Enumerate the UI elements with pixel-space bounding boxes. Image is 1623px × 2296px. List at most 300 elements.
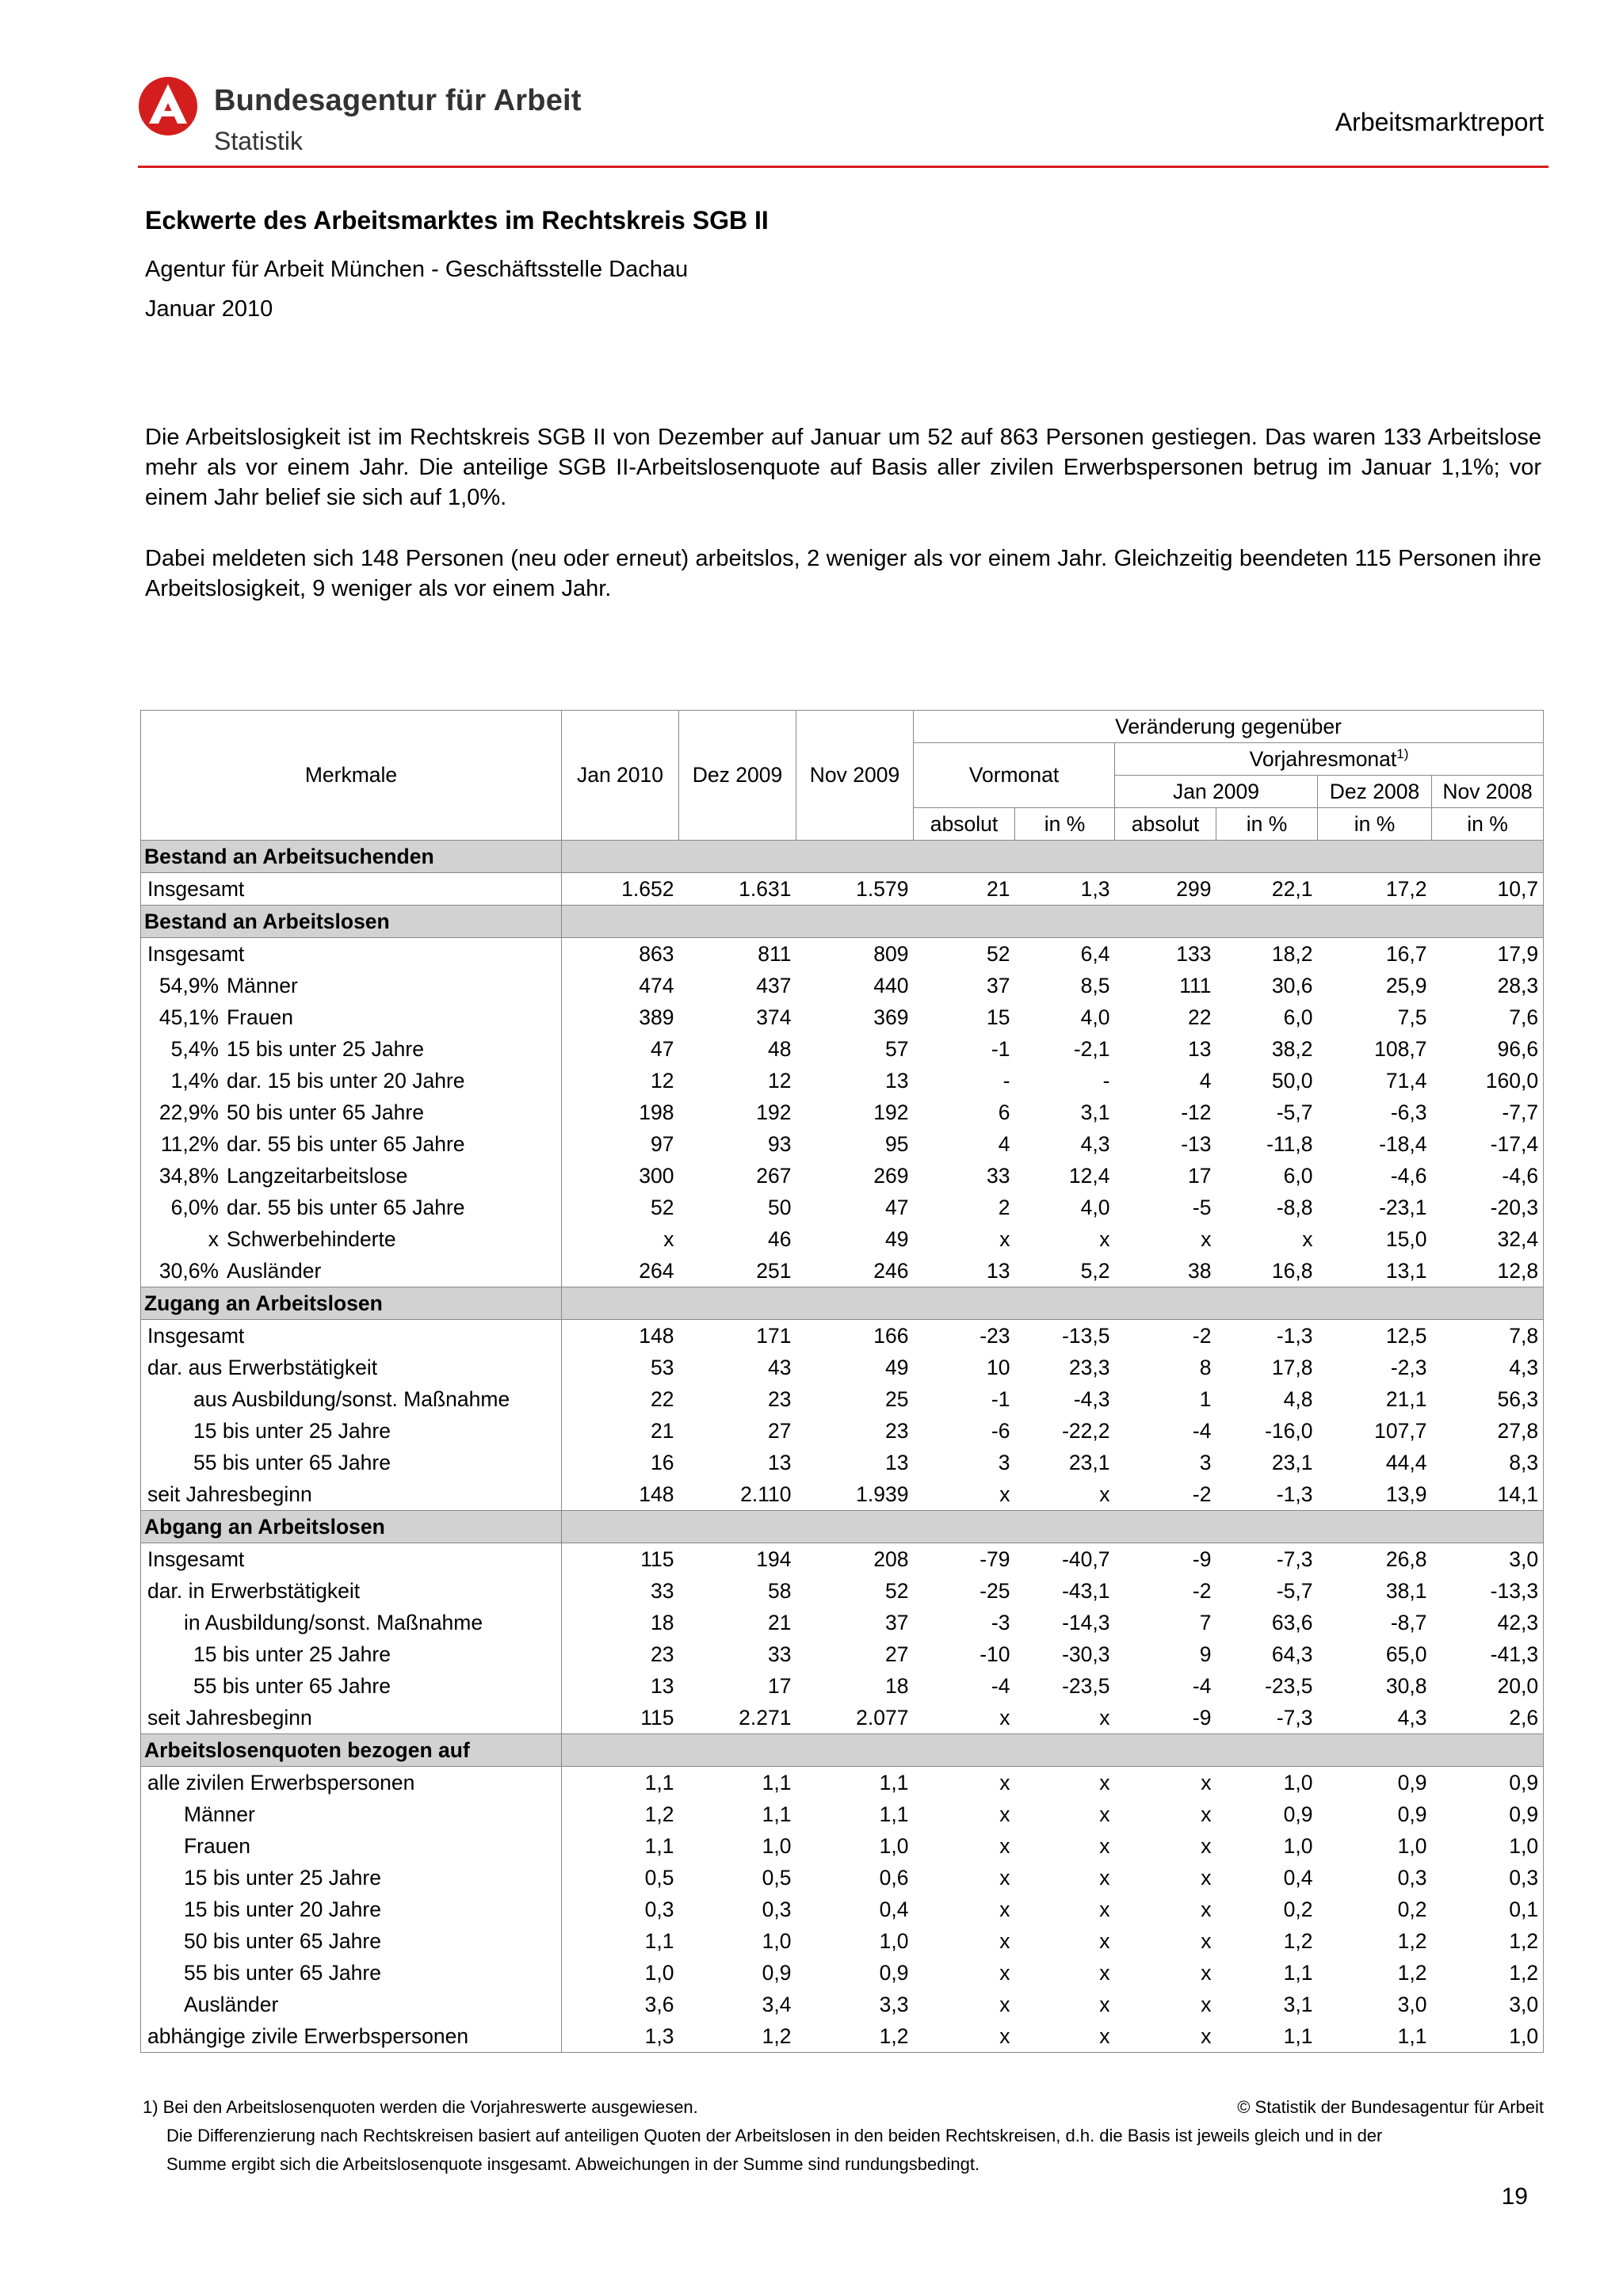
table-cell: -5,7	[1276, 1578, 1313, 1603]
row-label-text: 15 bis unter 25 Jahre	[193, 1642, 391, 1666]
table-row	[141, 1767, 1544, 1799]
table-cell: 0,4	[879, 1897, 909, 1921]
table-cell: x	[1099, 1226, 1110, 1251]
table-cell: -11,8	[1266, 1131, 1313, 1156]
table-cell: 1,3	[1080, 876, 1110, 901]
table-cell: 0,5	[644, 1865, 674, 1890]
table-cell: 33	[768, 1642, 792, 1666]
table-cell: 3,0	[1432, 1543, 1544, 1576]
table-cell: 374	[756, 1005, 792, 1029]
table-row	[141, 1638, 1544, 1670]
table-cell: 13	[1188, 1036, 1212, 1061]
table-cell: 49	[885, 1226, 909, 1251]
table-cell: -23,5	[1265, 1673, 1313, 1698]
section-fill	[562, 1511, 1544, 1543]
table-cell: 38,2	[1271, 1036, 1313, 1061]
table-cell: 38,1	[1385, 1578, 1427, 1603]
table-cell: 9	[1199, 1642, 1212, 1666]
table-cell: x	[999, 1833, 1010, 1858]
table-cell: x	[1099, 1705, 1110, 1730]
row-label-text: Männer	[184, 1802, 255, 1826]
table-cell: x	[999, 1226, 1010, 1251]
table-cell: 3,1	[1080, 1100, 1110, 1124]
row-label-text: 55 bis unter 65 Jahre	[184, 1960, 381, 1985]
table-cell: 12	[768, 1068, 792, 1093]
table-cell: 4,3	[1080, 1131, 1110, 1156]
table-cell: -2	[1192, 1578, 1212, 1603]
table-cell: 21	[987, 876, 1010, 901]
row-label	[141, 1767, 562, 1799]
section-title: Bestand an Arbeitsuchenden	[141, 841, 562, 873]
table-row	[141, 1702, 1544, 1734]
subtitle-agency: Agentur für Arbeit München - Geschäftsstelle Dachau	[145, 257, 689, 282]
table-cell: 1,0	[644, 1960, 674, 1985]
table-cell: 2,6	[1432, 1702, 1544, 1734]
table-cell: -17,4	[1432, 1128, 1544, 1160]
table-cell: 13	[651, 1673, 674, 1698]
table-cell: 0,1	[1432, 1894, 1544, 1925]
table-cell: x	[1201, 1897, 1212, 1921]
table-cell: 50,0	[1271, 1068, 1313, 1093]
header-absolut-vormonat: absolut	[914, 808, 1015, 841]
table-cell: 57	[885, 1036, 909, 1061]
table-cell: 1,0	[879, 1833, 909, 1858]
row-label-text: Männer	[227, 973, 298, 997]
table-cell: 0,9	[762, 1960, 792, 1985]
table-cell: 1,0	[1283, 1770, 1313, 1794]
table-cell: 171	[756, 1323, 792, 1348]
header-merkmale: Merkmale	[141, 711, 562, 841]
table-cell: 4,3	[1397, 1705, 1427, 1730]
table-cell: x	[1099, 1482, 1110, 1506]
table-cell: -41,3	[1432, 1638, 1544, 1670]
row-share: 5,4%	[170, 1036, 219, 1061]
table-cell: 26,8	[1385, 1547, 1427, 1571]
row-label-text: Insgesamt	[147, 1547, 245, 1571]
table-cell: -22,2	[1062, 1418, 1110, 1443]
page-number: 19	[1501, 2183, 1528, 2210]
section-title: Abgang an Arbeitslosen	[141, 1511, 562, 1543]
table-row	[141, 1128, 1544, 1160]
table-cell: x	[1099, 1865, 1110, 1890]
table-cell: 148	[639, 1482, 674, 1506]
table-cell: 48	[768, 1036, 792, 1061]
table-cell: 369	[873, 1005, 909, 1029]
table-cell: 1,1	[644, 1833, 674, 1858]
table-cell: x	[1201, 1770, 1212, 1794]
row-label-text: seit Jahresbeginn	[147, 1705, 312, 1730]
table-cell: x	[1099, 1897, 1110, 1921]
footnote-1: 1) Bei den Arbeitslosenquoten werden die Vorjahreswerte ausgewiesen.	[143, 2097, 698, 2117]
section-fill	[562, 841, 1544, 873]
copyright: © Statistik der Bundesagentur für Arbeit	[1237, 2097, 1544, 2117]
table-cell: 12,8	[1432, 1255, 1544, 1287]
row-label-text: dar. 15 bis unter 20 Jahre	[227, 1068, 465, 1093]
row-label-text: dar. 55 bis unter 65 Jahre	[227, 1195, 465, 1219]
table-cell: x	[1201, 1226, 1212, 1251]
table-cell: -6,3	[1390, 1100, 1427, 1124]
table-cell: 37	[987, 973, 1010, 997]
table-cell: 13,9	[1385, 1482, 1427, 1506]
table-cell: 1,1	[644, 1928, 674, 1953]
table-cell: -9	[1192, 1547, 1212, 1571]
table-cell: 1,0	[1432, 1830, 1544, 1862]
table-cell: 8,3	[1432, 1447, 1544, 1478]
table-cell: 13,1	[1385, 1258, 1427, 1283]
table-cell: 21,1	[1385, 1386, 1427, 1411]
table-cell: x	[999, 1865, 1010, 1890]
table-cell: 160,0	[1432, 1065, 1544, 1097]
table-cell: 52	[651, 1195, 674, 1219]
table-cell: 1,1	[879, 1802, 909, 1826]
table-cell: 0,2	[1397, 1897, 1427, 1921]
table-row	[141, 1352, 1544, 1383]
table-cell: x	[1099, 1770, 1110, 1794]
table-row	[141, 1607, 1544, 1638]
table-cell: 1,2	[1397, 1960, 1427, 1985]
table-cell: 1,0	[762, 1928, 792, 1953]
table-cell: 0,5	[762, 1865, 792, 1890]
row-label-text: Ausländer	[184, 1992, 279, 2016]
table-cell: 13	[768, 1450, 792, 1474]
table-cell: 46	[768, 1226, 792, 1251]
table-cell: 8,5	[1080, 973, 1110, 997]
row-label-text: Ausländer	[227, 1258, 322, 1283]
row-label-text: 15 bis unter 25 Jahre	[184, 1865, 381, 1890]
table-cell: 3	[1199, 1450, 1212, 1474]
section-row	[141, 1287, 1544, 1320]
table-cell: 97	[651, 1131, 674, 1156]
table-cell: -8,7	[1390, 1610, 1427, 1634]
table-cell: 1.579	[856, 876, 909, 901]
row-label	[141, 1957, 562, 1989]
footnote-2: Die Differenzierung nach Rechtskreisen basiert auf anteiligen Quoten der Arbeitslosen in den beiden Rechtskreisen, d.h. die Basis ist jeweils gleich und in der	[166, 2126, 1383, 2145]
table-cell: x	[1099, 1802, 1110, 1826]
table-cell: 4,0	[1080, 1005, 1110, 1029]
row-label	[141, 1001, 562, 1033]
table-cell: 65,0	[1385, 1642, 1427, 1666]
table-cell: x	[1015, 2020, 1115, 2053]
table-cell: x	[1099, 1992, 1110, 2016]
table-cell: 0,3	[762, 1897, 792, 1921]
table-cell: -3	[991, 1610, 1010, 1634]
table-cell: 1,2	[1432, 1925, 1544, 1957]
table-row	[141, 1223, 1544, 1255]
table-row	[141, 1033, 1544, 1065]
table-cell: 194	[756, 1547, 792, 1571]
table-cell: 1,1	[1283, 1960, 1313, 1985]
table-cell: -5	[1192, 1195, 1212, 1219]
table-cell: x	[1201, 1928, 1212, 1953]
table-cell: 17,2	[1385, 876, 1427, 901]
table-row	[141, 1957, 1544, 1989]
table-cell: 108,7	[1374, 1036, 1427, 1061]
table-cell: 12,4	[1068, 1163, 1110, 1188]
table-cell: 10,7	[1432, 873, 1544, 906]
table-cell: 1,3	[562, 2020, 679, 2053]
table-cell: x	[999, 1802, 1010, 1826]
table-row	[141, 1192, 1544, 1223]
table-cell: 1,0	[762, 1833, 792, 1858]
table-cell: 23	[651, 1642, 674, 1666]
table-body	[141, 841, 1544, 2053]
row-share: 34,8%	[158, 1163, 219, 1188]
table-cell: 863	[639, 941, 674, 966]
row-label-text: aus Ausbildung/sonst. Maßnahme	[193, 1386, 510, 1411]
row-label	[141, 1255, 562, 1287]
table-cell: 49	[885, 1355, 909, 1379]
table-cell: -2,1	[1073, 1036, 1110, 1061]
row-label	[141, 1128, 562, 1160]
table-cell: 208	[873, 1547, 909, 1571]
table-cell: 474	[639, 973, 674, 997]
table-cell: -7,7	[1432, 1097, 1544, 1128]
table-cell: -40,7	[1062, 1547, 1110, 1571]
table-cell: 0,9	[1397, 1802, 1427, 1826]
table-cell: 71,4	[1385, 1068, 1427, 1093]
row-label-text: alle zivilen Erwerbspersonen	[147, 1770, 415, 1794]
row-label	[141, 1033, 562, 1065]
row-label	[141, 1925, 562, 1957]
header-rule	[138, 166, 1549, 168]
table-cell: 23,1	[1068, 1450, 1110, 1474]
table-row	[141, 1862, 1544, 1894]
row-label	[141, 1894, 562, 1925]
table-cell: 52	[885, 1578, 909, 1603]
table-cell: 0,9	[1432, 1767, 1544, 1799]
table-cell: 1,1	[879, 1770, 909, 1794]
table-cell: 18,2	[1271, 941, 1313, 966]
row-share: 11,2%	[160, 1131, 219, 1156]
row-label	[141, 1160, 562, 1192]
table-cell: 43	[768, 1355, 792, 1379]
table-cell: 1,1	[762, 1770, 792, 1794]
table-cell: 30,8	[1385, 1673, 1427, 1698]
table-cell: -	[1002, 1068, 1010, 1093]
table-row	[141, 1925, 1544, 1957]
table-cell: 58	[768, 1578, 792, 1603]
table-cell: 37	[885, 1610, 909, 1634]
table-cell: 148	[639, 1323, 674, 1348]
table-cell: -23,1	[1379, 1195, 1427, 1219]
table-cell: 22,1	[1271, 876, 1313, 901]
table-row	[141, 1670, 1544, 1702]
table-cell: -13	[1181, 1131, 1212, 1156]
table-row	[141, 1830, 1544, 1862]
table-cell: 111	[1179, 973, 1212, 997]
table-cell: -18,4	[1379, 1131, 1427, 1156]
report-title: Arbeitsmarktreport	[1335, 108, 1544, 136]
section-fill	[562, 1734, 1544, 1767]
table-row	[141, 1543, 1544, 1576]
table-cell: 20,0	[1432, 1670, 1544, 1702]
table-cell: 22	[1188, 1005, 1212, 1029]
table-cell: 264	[639, 1258, 674, 1283]
table-cell: 52	[987, 941, 1010, 966]
table-cell: 2.110	[740, 1482, 792, 1506]
section-row	[141, 1734, 1544, 1767]
table-cell: 6	[998, 1100, 1010, 1124]
table-row	[141, 1383, 1544, 1415]
header-dez2009: Dez 2009	[679, 711, 796, 841]
table-cell: 0,9	[1397, 1770, 1427, 1794]
table-cell: 299	[1176, 876, 1212, 901]
table-cell: x	[663, 1226, 674, 1251]
row-share: 1,4%	[170, 1068, 219, 1093]
table-cell: 6,4	[1080, 941, 1110, 966]
table-cell: 3,3	[879, 1992, 909, 2016]
table-cell: -1,3	[1276, 1482, 1313, 1506]
table-cell: 133	[1176, 941, 1212, 966]
row-label	[141, 873, 562, 906]
table-cell: 33	[651, 1578, 674, 1603]
table-cell: -13,3	[1432, 1575, 1544, 1607]
table-cell: 21	[768, 1610, 792, 1634]
org-name: Bundesagentur für Arbeit	[214, 84, 582, 117]
section-title: Bestand an Arbeitslosen	[141, 906, 562, 938]
table-cell: 1,0	[879, 1928, 909, 1953]
table-cell: 27,8	[1432, 1415, 1544, 1447]
section-title: Zugang an Arbeitslosen	[141, 1287, 562, 1320]
table-cell: 22	[651, 1386, 674, 1411]
table-cell: x	[1099, 1928, 1110, 1953]
footnote-marker: 1)	[1396, 746, 1409, 762]
header-dez2008: Dez 2008	[1318, 776, 1432, 808]
table-cell: x	[1201, 1833, 1212, 1858]
row-label	[141, 1575, 562, 1607]
table-cell: -1,3	[1276, 1323, 1313, 1348]
table-cell: 28,3	[1432, 970, 1544, 1001]
table-cell: 1,2	[644, 1802, 674, 1826]
table-cell: 251	[756, 1258, 792, 1283]
table-cell: 7,5	[1397, 1005, 1427, 1029]
table-cell: 38	[1188, 1258, 1212, 1283]
table-cell: -7,3	[1276, 1705, 1313, 1730]
table-cell: 0,9	[1432, 1798, 1544, 1830]
table-cell: 1,1	[762, 1802, 792, 1826]
row-label-text: dar. in Erwerbstätigkeit	[147, 1578, 361, 1603]
table-cell: 192	[873, 1100, 909, 1124]
header-vorjahresmonat	[1115, 743, 1544, 776]
table-cell: 25	[885, 1386, 909, 1411]
table-cell: 3,4	[762, 1992, 792, 2016]
table-cell: 115	[640, 1547, 674, 1571]
table-cell: 17	[1188, 1163, 1212, 1188]
table-cell: 6,0	[1283, 1163, 1313, 1188]
row-share: x	[208, 1226, 219, 1251]
table-cell: 12,5	[1385, 1323, 1427, 1348]
row-label-text: dar. 55 bis unter 65 Jahre	[227, 1131, 465, 1156]
row-label	[141, 1607, 562, 1638]
row-label	[141, 1638, 562, 1670]
table-cell: 17	[768, 1673, 792, 1698]
table-cell: 14,1	[1432, 1478, 1544, 1511]
subtitle-month: Januar 2010	[145, 296, 273, 322]
header-inpct-vormonat: in %	[1015, 808, 1115, 841]
table-cell: 12	[651, 1068, 674, 1093]
table-cell: 5,2	[1080, 1258, 1110, 1283]
table-row	[141, 2020, 1544, 2053]
table-cell: 0,4	[1283, 1865, 1313, 1890]
table-header	[141, 711, 1544, 841]
table-cell: x	[1201, 1865, 1212, 1890]
row-label-text: Langzeitarbeitslose	[227, 1163, 408, 1188]
table-cell: -2,3	[1390, 1355, 1427, 1379]
table-cell: x	[1201, 1960, 1212, 1985]
row-label-text: 55 bis unter 65 Jahre	[193, 1673, 391, 1698]
table-cell: 23,1	[1271, 1450, 1313, 1474]
table-cell: 1,0	[1432, 2020, 1544, 2053]
table-cell: x	[1201, 1802, 1212, 1826]
table-cell: 192	[756, 1100, 792, 1124]
header-nov2009: Nov 2009	[796, 711, 914, 841]
table-cell: 8	[1199, 1355, 1212, 1379]
table-cell: x	[999, 1705, 1010, 1730]
table-cell: 1	[1199, 1386, 1212, 1411]
table-cell: 27	[885, 1642, 909, 1666]
header-vorjahresmonat-label: Vorjahresmonat	[1249, 746, 1397, 771]
row-label	[141, 1989, 562, 2020]
table-cell: 30,6	[1271, 973, 1313, 997]
table-cell: 1.939	[856, 1482, 909, 1506]
row-label	[141, 1223, 562, 1255]
row-label	[141, 1478, 562, 1511]
table-cell: 1,2	[679, 2020, 796, 2053]
row-label	[141, 2020, 562, 2053]
table-cell: 16,8	[1271, 1258, 1313, 1283]
header-absolut-jan2009: absolut	[1115, 808, 1216, 841]
table-cell: -13,5	[1062, 1323, 1110, 1348]
table-row	[141, 1575, 1544, 1607]
table-cell: -23,5	[1062, 1673, 1110, 1698]
table-cell: 50	[768, 1195, 792, 1219]
table-cell: x	[999, 1928, 1010, 1953]
table-cell: 47	[885, 1195, 909, 1219]
table-cell: 246	[873, 1258, 909, 1283]
table-cell: 96,6	[1432, 1033, 1544, 1065]
table-cell: 18	[651, 1610, 674, 1634]
table-cell: -20,3	[1432, 1192, 1544, 1223]
table-cell: 1,1	[1318, 2020, 1432, 2053]
row-label-text: Insgesamt	[147, 1323, 245, 1348]
table-cell: x	[914, 2020, 1015, 2053]
row-label-text: in Ausbildung/sonst. Maßnahme	[184, 1610, 483, 1634]
table-cell: 3,0	[1432, 1989, 1544, 2020]
section-title: Arbeitslosenquoten bezogen auf	[141, 1734, 562, 1767]
table-cell: -10	[980, 1642, 1010, 1666]
table-row	[141, 873, 1544, 906]
row-share: 30,6%	[158, 1258, 219, 1283]
table-cell: x	[1099, 1960, 1110, 1985]
table-cell: 32,4	[1432, 1223, 1544, 1255]
section-fill	[562, 1287, 1544, 1320]
row-label	[141, 970, 562, 1001]
table-cell: 63,6	[1271, 1610, 1313, 1634]
table-cell: 15,0	[1385, 1226, 1427, 1251]
table-cell: 115	[640, 1705, 674, 1730]
table-cell: 267	[756, 1163, 792, 1188]
table-cell: 21	[651, 1418, 674, 1443]
row-label-text: 15 bis unter 25 Jahre	[227, 1036, 424, 1061]
section-row	[141, 841, 1544, 873]
row-label-text: 55 bis unter 65 Jahre	[193, 1450, 391, 1474]
table-cell: 166	[873, 1323, 909, 1348]
table-cell: -4,3	[1073, 1386, 1110, 1411]
row-label	[141, 1065, 562, 1097]
table-cell: -16,0	[1265, 1418, 1313, 1443]
table-cell: 4,0	[1080, 1195, 1110, 1219]
table-cell: -2	[1192, 1482, 1212, 1506]
